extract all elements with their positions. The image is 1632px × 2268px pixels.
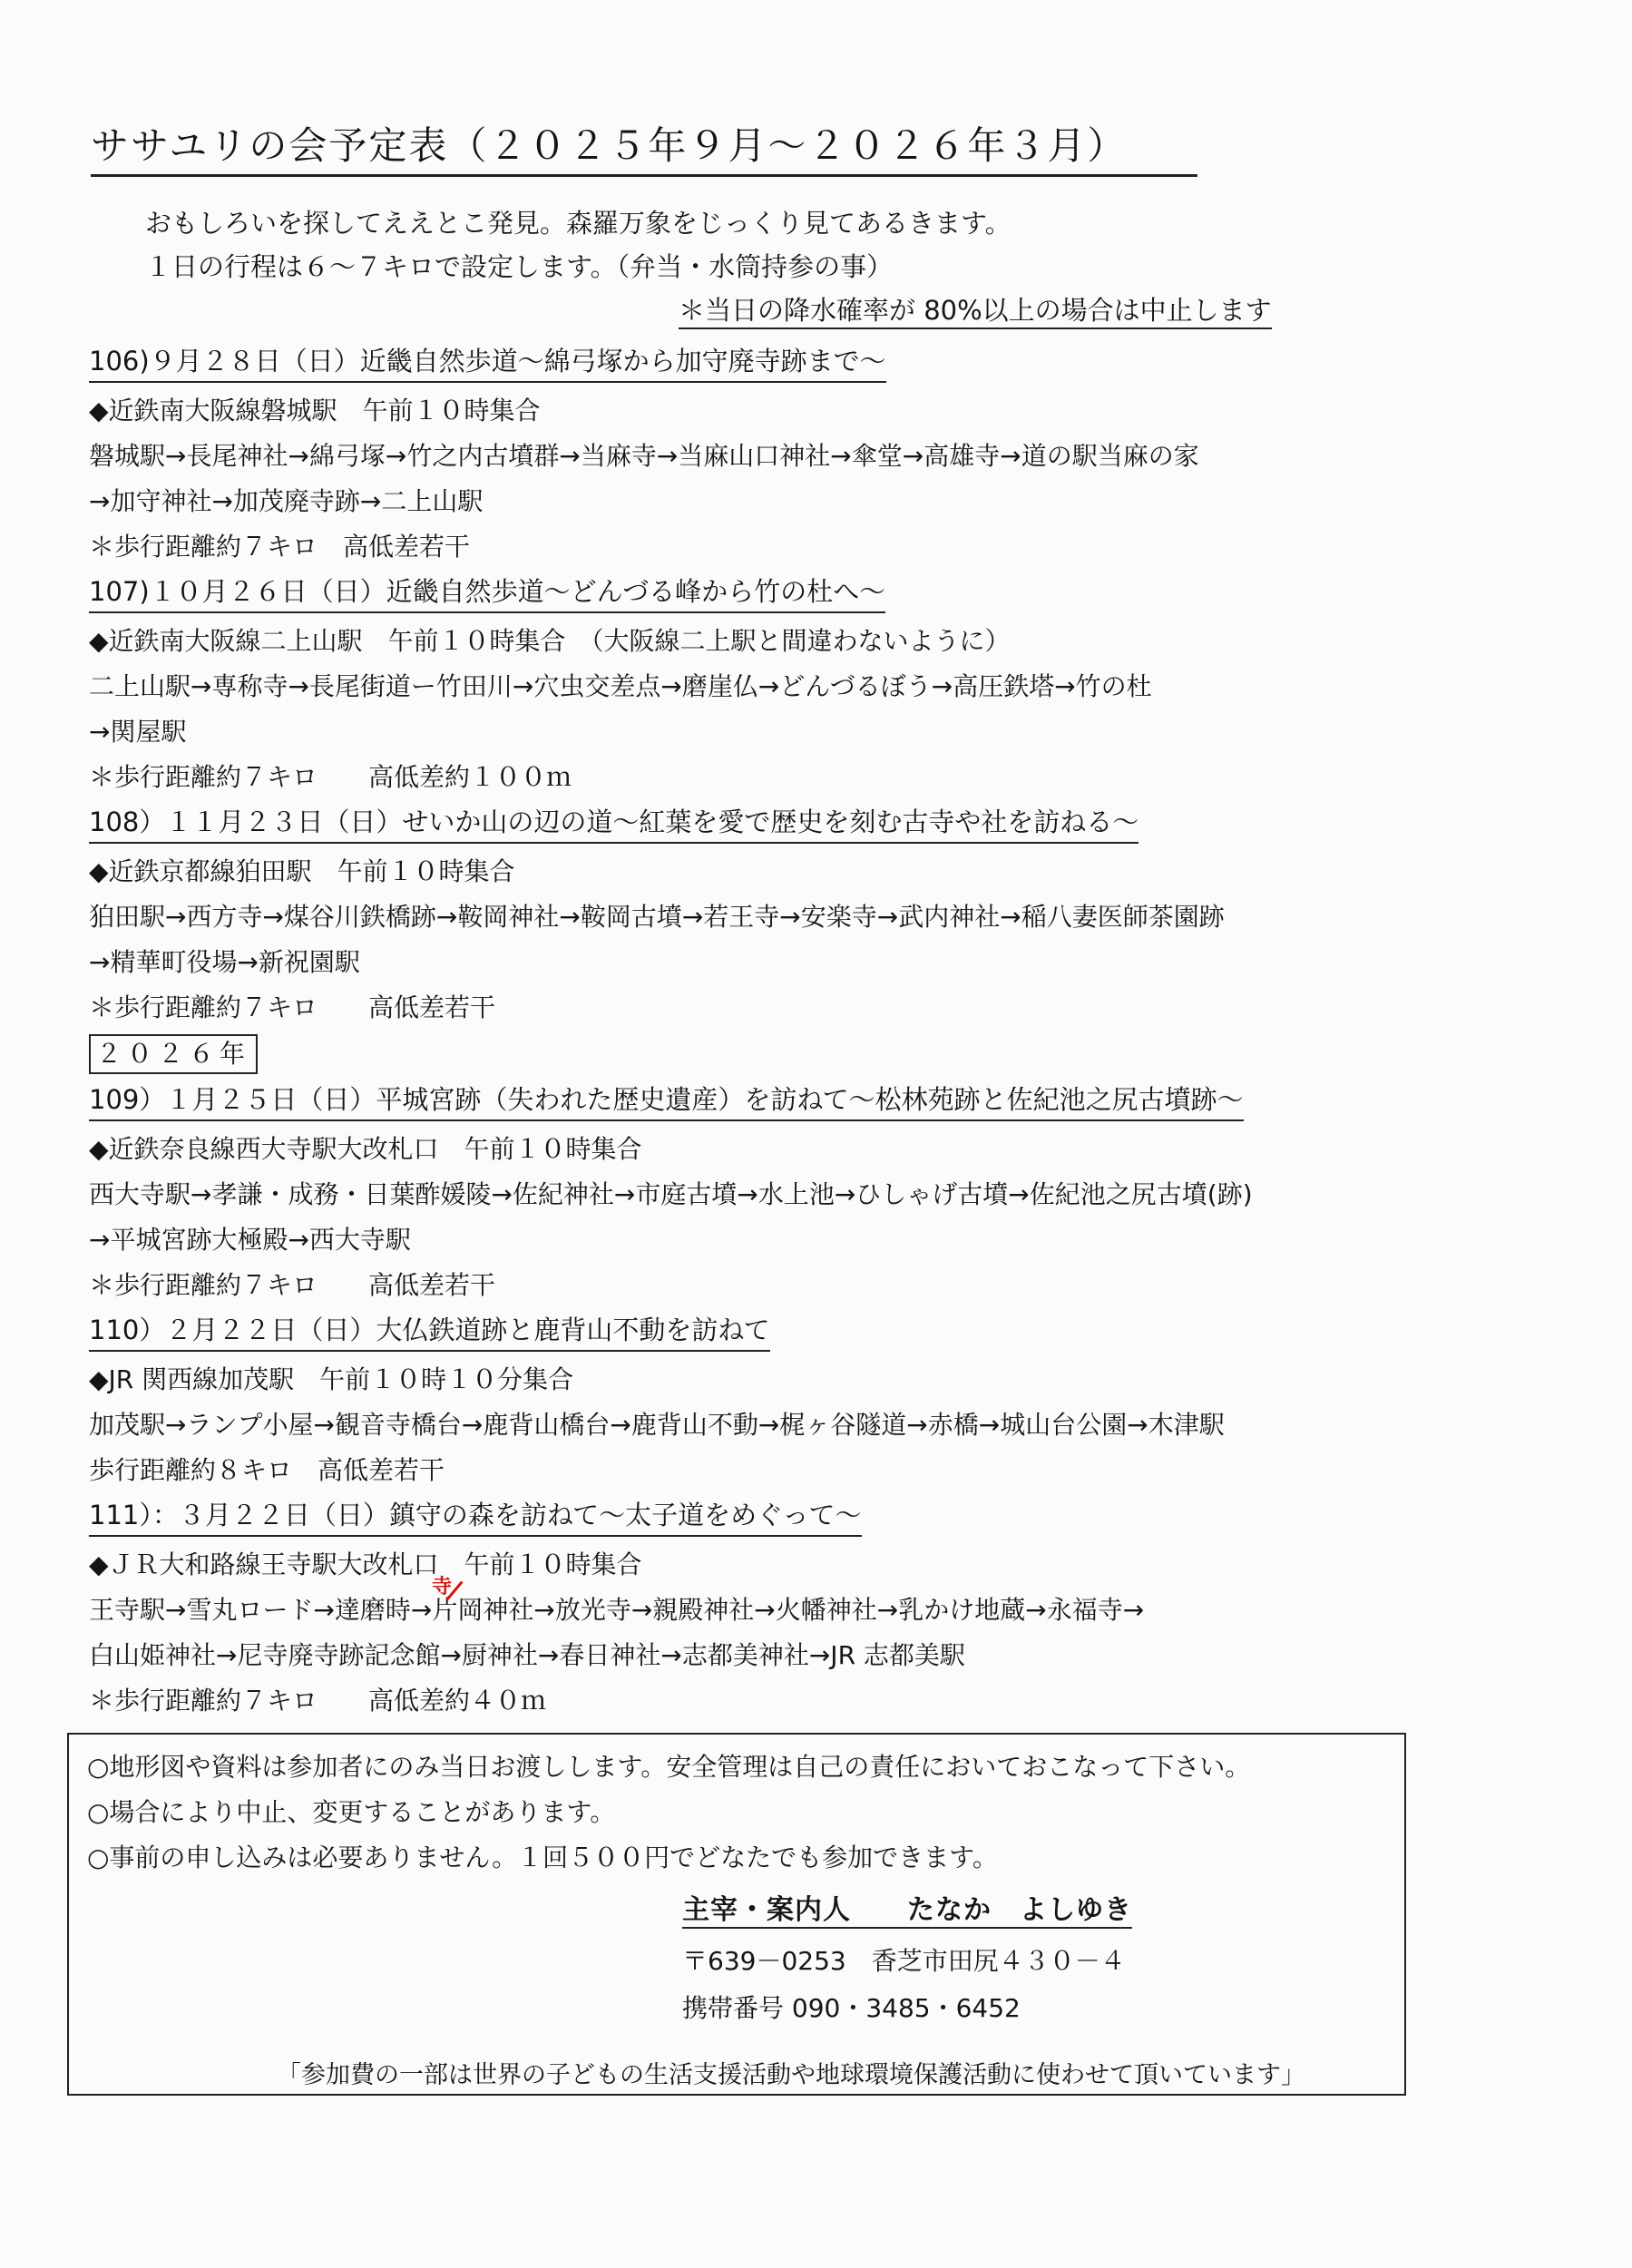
route-line: 狛田駅→西方寺→煤谷川鉄橋跡→鞍岡神社→鞍岡古墳→若王寺→安楽寺→武内神社→稲八妻医師茶園跡 [89, 902, 1225, 932]
trip-title: 106)９月２８日（日）近畿自然歩道～綿弓塚から加守廃寺跡まで～ [89, 341, 886, 383]
distance-info: ＊歩行距離約７キロ 高低差約４０ｍ [89, 1686, 547, 1716]
donation-footer: 「参加費の一部は世界の子どもの生活支援活動や地球環境保護活動に使わせて頂いています」 [277, 2061, 1305, 2089]
route-line: →加守神社→加茂廃寺跡→二上山駅 [89, 486, 484, 516]
year-label-box: ２０２６年 [89, 1034, 258, 1074]
meeting-point: ◆近鉄京都線狛田駅 午前１０時集合 [89, 856, 515, 886]
organizer-address: 〒639－0253 香芝市田尻４３０－４ [682, 1946, 1126, 1976]
distance-info: 歩行距離約８キロ 高低差若干 [89, 1455, 445, 1485]
rain-cancel-notice: ＊当日の降水確率が 80%以上の場合は中止します [679, 290, 1272, 329]
note-line-2: ○場合により中止、変更することがあります。 [87, 1797, 616, 1827]
trip-110 [89, 1308, 1468, 1493]
distance-info: ＊歩行距離約７キロ 高低差若干 [89, 532, 471, 562]
distance-info: ＊歩行距離約７キロ 高低差若干 [89, 992, 496, 1022]
route-line: 磐城駅→長尾神社→綿弓塚→竹之内古墳群→当麻寺→当麻山口神社→傘堂→高雄寺→道の駅当麻の家 [89, 441, 1199, 471]
intro-line-2: １日の行程は６～７キロで設定します。（弁当・水筒持参の事） [145, 251, 894, 282]
distance-info: ＊歩行距離約７キロ 高低差約１００ｍ [89, 762, 572, 792]
meeting-point: ◆近鉄奈良線西大寺駅大改札口 午前１０時集合 [89, 1134, 642, 1164]
trip-title: 111）：３月２２日（日）鎮守の森を訪ねて～太子道をめぐって～ [89, 1495, 862, 1537]
trip-111 [89, 1493, 1468, 1724]
route-line: 加茂駅→ランプ小屋→観音寺橋台→鹿背山橋台→鹿背山不動→梶ヶ谷隧道→赤橋→城山台公園→木津駅 [89, 1410, 1225, 1440]
organizer-name: 主宰・案内人 たなか よしゆき [682, 1887, 1132, 1929]
page-title: ササユリの会予定表（２０２５年９月～２０２６年３月） [91, 116, 1197, 177]
organizer-phone: 携帯番号 090・3485・6452 [682, 1993, 1021, 2023]
route-line: →関屋駅 [89, 717, 187, 747]
route-line: →精華町役場→新祝園駅 [89, 947, 360, 977]
meeting-point: ◆JR 関西線加茂駅 午前１０時１０分集合 [89, 1364, 574, 1394]
route-line: →平城宮跡大極殿→西大寺駅 [89, 1225, 411, 1255]
intro-line-1: おもしろいを探してええとこ発見。森羅万象をじっくり見てあるきます。 [145, 208, 1011, 239]
route-line: 王寺駅→雪丸ロード→達磨時→片岡神社→放光寺→親殿神社→火幡神社→乳かけ地蔵→永福寺→ [89, 1595, 1145, 1625]
trip-108 [89, 800, 1468, 1031]
route-line: 白山姫神社→尼寺廃寺跡記念館→厨神社→春日神社→志都美神社→JR 志都美駅 [89, 1640, 965, 1670]
distance-info: ＊歩行距離約７キロ 高低差若干 [89, 1270, 496, 1300]
trip-107 [89, 570, 1468, 800]
trip-title: 108）１１月２３日（日）せいか山の辺の道～紅葉を愛で歴史を刻む古寺や社を訪ねる～ [89, 802, 1138, 844]
meeting-point: ◆近鉄南大阪線二上山駅 午前１０時集合 （大阪線二上駅と間違わないように） [89, 626, 1011, 656]
note-line-1: ○地形図や資料は参加者にのみ当日お渡しします。安全管理は自己の責任においておこなって下さい。 [87, 1752, 1251, 1782]
trip-109 [89, 1031, 1468, 1308]
note-line-3: ○事前の申し込みは必要ありません。１回５００円でどなたでも参加できます。 [87, 1843, 998, 1872]
meeting-point: ◆近鉄南大阪線磐城駅 午前１０時集合 [89, 396, 541, 425]
handwritten-correction: 寺 [432, 1576, 453, 1598]
route-line: 西大寺駅→孝謙・成務・日葉酢媛陵→佐紀神社→市庭古墳→水上池→ひしゃげ古墳→佐紀池之尻古墳(跡) [89, 1179, 1253, 1209]
trip-list [89, 339, 1468, 1724]
trip-title: 109）１月２５日（日）平城宮跡（失われた歴史遺産）を訪ねて～松林苑跡と佐紀池之尻古墳跡～ [89, 1080, 1244, 1121]
trip-title: 107)１０月２６日（日）近畿自然歩道～どんづる峰から竹の杜へ～ [89, 572, 885, 613]
trip-106 [89, 339, 1468, 570]
route-line: 二上山駅→専称寺→長尾街道ー竹田川→穴虫交差点→磨崖仏→どんづるぼう→高圧鉄塔→竹の杜 [89, 671, 1152, 701]
trip-title: 110）２月２２日（日）大仏鉄道跡と鹿背山不動を訪ねて [89, 1310, 770, 1352]
meeting-point: ◆ＪＲ大和路線王寺駅大改札口 午前１０時集合 [89, 1549, 642, 1579]
